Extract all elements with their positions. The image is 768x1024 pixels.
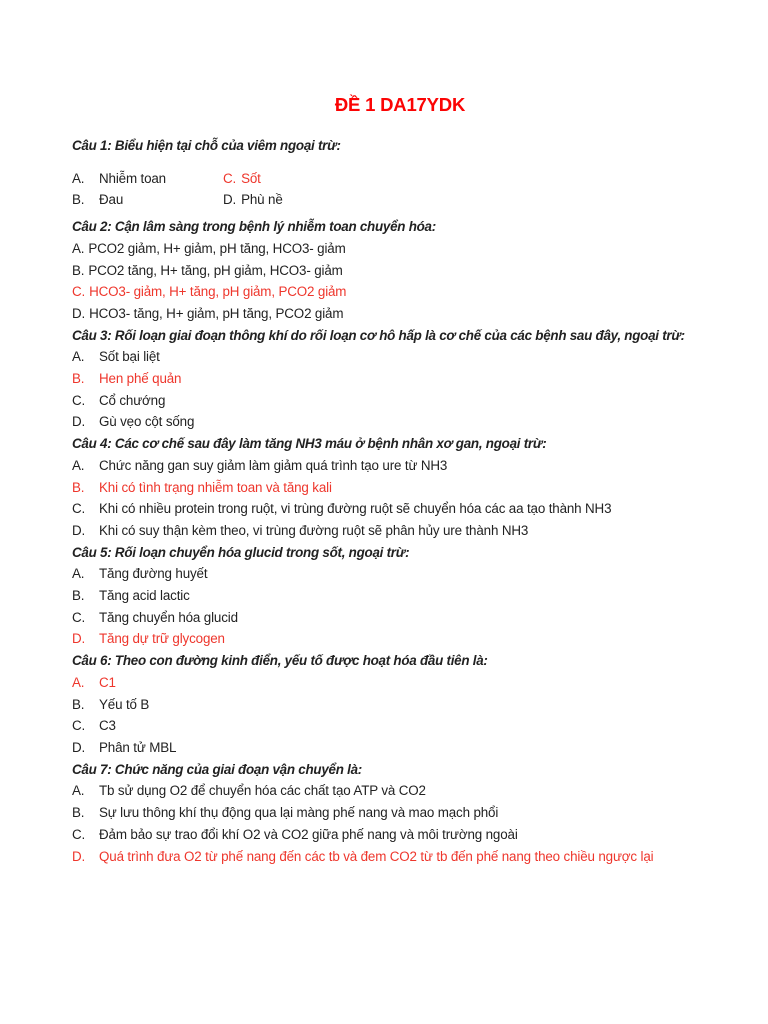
option-list <box>72 563 728 650</box>
option-text: Chức năng gan suy giảm làm giảm quá trình tạo ure từ NH3 <box>99 457 448 473</box>
option-letter: C. <box>72 718 86 734</box>
option-row <box>223 189 728 211</box>
option-text: C3 <box>99 718 116 734</box>
option-letter: A. <box>72 240 85 256</box>
option-letter: C. <box>72 609 86 625</box>
option-row <box>72 715 728 737</box>
option-text: Phù nề <box>241 192 283 208</box>
option-row <box>72 303 728 325</box>
question-stem: Câu 4: Các cơ chế sau đây làm tăng NH3 máu ở bệnh nhân xơ gan, ngoại trừ: <box>72 436 547 452</box>
option-text: Tăng chuyển hóa glucid <box>99 609 238 625</box>
option-text: PCO2 tăng, H+ tăng, pH giảm, HCO3- giảm <box>88 262 343 278</box>
option-text: Tb sử dụng O2 để chuyển hóa các chất tạo ATP và CO2 <box>99 783 426 799</box>
option-letter: A. <box>72 783 85 799</box>
option-text: Đảm bảo sự trao đổi khí O2 và CO2 giữa phế nang và môi trường ngoài <box>99 826 518 842</box>
option-text: PCO2 giảm, H+ giảm, pH tăng, HCO3- giảm <box>88 240 346 256</box>
option-row <box>72 672 728 694</box>
option-text: Gù vẹo cột sống <box>99 414 195 430</box>
option-row <box>72 168 223 190</box>
question-list <box>72 135 728 867</box>
option-letter: D. <box>72 414 86 430</box>
option-letter: B. <box>72 696 85 712</box>
option-text: Tăng dự trữ glycogen <box>99 631 225 647</box>
option-text: Tăng đường huyết <box>99 566 208 582</box>
option-row <box>72 281 728 303</box>
option-text: Khi có nhiều protein trong ruột, vi trùng đường ruột sẽ chuyển hóa các aa tạo thành NH3 <box>99 501 612 517</box>
option-letter: B. <box>72 479 85 495</box>
question <box>72 433 728 542</box>
option-row <box>72 694 728 716</box>
option-list <box>72 672 728 759</box>
option-row <box>72 411 728 433</box>
option-letter: B. <box>72 371 85 387</box>
question-stem: Câu 1: Biểu hiện tại chỗ của viêm ngoại trừ: <box>72 138 341 153</box>
option-letter: B. <box>72 805 85 821</box>
option-text: Khi có tình trạng nhiễm toan và tăng kali <box>99 479 332 495</box>
option-text: Nhiễm toan <box>99 170 166 186</box>
option-text: Phân tử MBL <box>99 739 177 755</box>
option-row <box>72 585 728 607</box>
option-letter: D. <box>72 631 86 647</box>
question <box>72 542 728 651</box>
option-letter: C. <box>72 501 86 517</box>
question <box>72 135 728 211</box>
option-text: HCO3- giảm, H+ tăng, pH giảm, PCO2 giảm <box>89 284 347 300</box>
option-text: Tăng acid lactic <box>99 588 190 604</box>
option-row <box>72 780 728 802</box>
option-letter: A. <box>72 674 85 690</box>
option-row <box>72 498 728 520</box>
option-text: Sốt <box>241 170 261 186</box>
option-row <box>223 168 728 190</box>
option-list <box>72 346 728 433</box>
option-text: Hen phế quản <box>99 371 182 387</box>
question <box>72 650 728 759</box>
option-row <box>72 346 728 368</box>
question-stem: Câu 5: Rối loạn chuyển hóa glucid trong sốt, ngoại trừ: <box>72 544 410 560</box>
question <box>72 216 728 325</box>
option-letter: D. <box>72 522 86 538</box>
option-row <box>72 607 728 629</box>
option-row <box>72 390 728 412</box>
option-letter: C. <box>72 392 86 408</box>
option-text: Sự lưu thông khí thụ động qua lại màng phế nang và mao mạch phổi <box>99 805 499 821</box>
question-stem: Câu 7: Chức năng của giai đoạn vận chuyển là: <box>72 761 362 777</box>
option-row <box>72 189 223 211</box>
question-stem: Câu 3: Rối loạn giai đoạn thông khí do rối loạn cơ hô hấp là cơ chế của các bệnh sau đây, ngoại trừ: <box>72 327 685 343</box>
question-stem: Câu 2: Cận lâm sàng trong bệnh lý nhiễm toan chuyển hóa: <box>72 219 436 235</box>
option-letter: A. <box>72 566 85 582</box>
option-letter: B. <box>72 192 85 208</box>
option-letter: D. <box>72 848 86 864</box>
option-row <box>72 628 728 650</box>
option-text: Đau <box>99 192 124 208</box>
option-letter: A. <box>72 170 85 186</box>
option-row <box>72 824 728 846</box>
option-text: Cổ chướng <box>99 392 166 408</box>
option-text: Yếu tố B <box>99 696 150 712</box>
option-row <box>72 846 728 868</box>
question <box>72 325 728 434</box>
option-letter: A. <box>72 349 85 365</box>
option-text: Khi có suy thận kèm theo, vi trùng đường ruột sẽ phân hủy ure thành NH3 <box>99 522 529 538</box>
option-row <box>72 802 728 824</box>
option-row <box>72 455 728 477</box>
option-letter: D. <box>72 305 86 321</box>
option-letter: C. <box>223 170 237 186</box>
option-text: Sốt bại liệt <box>99 349 160 365</box>
question-stem: Câu 6: Theo con đường kinh điển, yếu tố được hoạt hóa đầu tiên là: <box>72 653 488 669</box>
option-row <box>72 368 728 390</box>
option-text: HCO3- tăng, H+ giảm, pH tăng, PCO2 giảm <box>89 305 344 321</box>
option-list <box>72 455 728 542</box>
option-row <box>72 477 728 499</box>
option-letter: A. <box>72 457 85 473</box>
option-row <box>72 563 728 585</box>
option-text: C1 <box>99 674 116 690</box>
page-title: ĐỀ 1 DA17YDK <box>334 94 466 115</box>
question <box>72 759 728 868</box>
option-letter: D. <box>223 192 237 208</box>
option-row <box>72 260 728 282</box>
option-row <box>72 737 728 759</box>
option-list <box>72 780 728 867</box>
option-letter: C. <box>72 826 86 842</box>
option-row <box>72 520 728 542</box>
option-text: Quá trình đưa O2 từ phế nang đến các tb và đem CO2 từ tb đến phế nang theo chiều ngược lại <box>99 848 654 864</box>
option-letter: B. <box>72 262 85 278</box>
option-grid <box>72 168 728 211</box>
option-letter: B. <box>72 588 85 604</box>
option-letter: D. <box>72 739 86 755</box>
option-letter: C. <box>72 284 86 300</box>
option-list <box>72 238 728 325</box>
option-row <box>72 238 728 260</box>
